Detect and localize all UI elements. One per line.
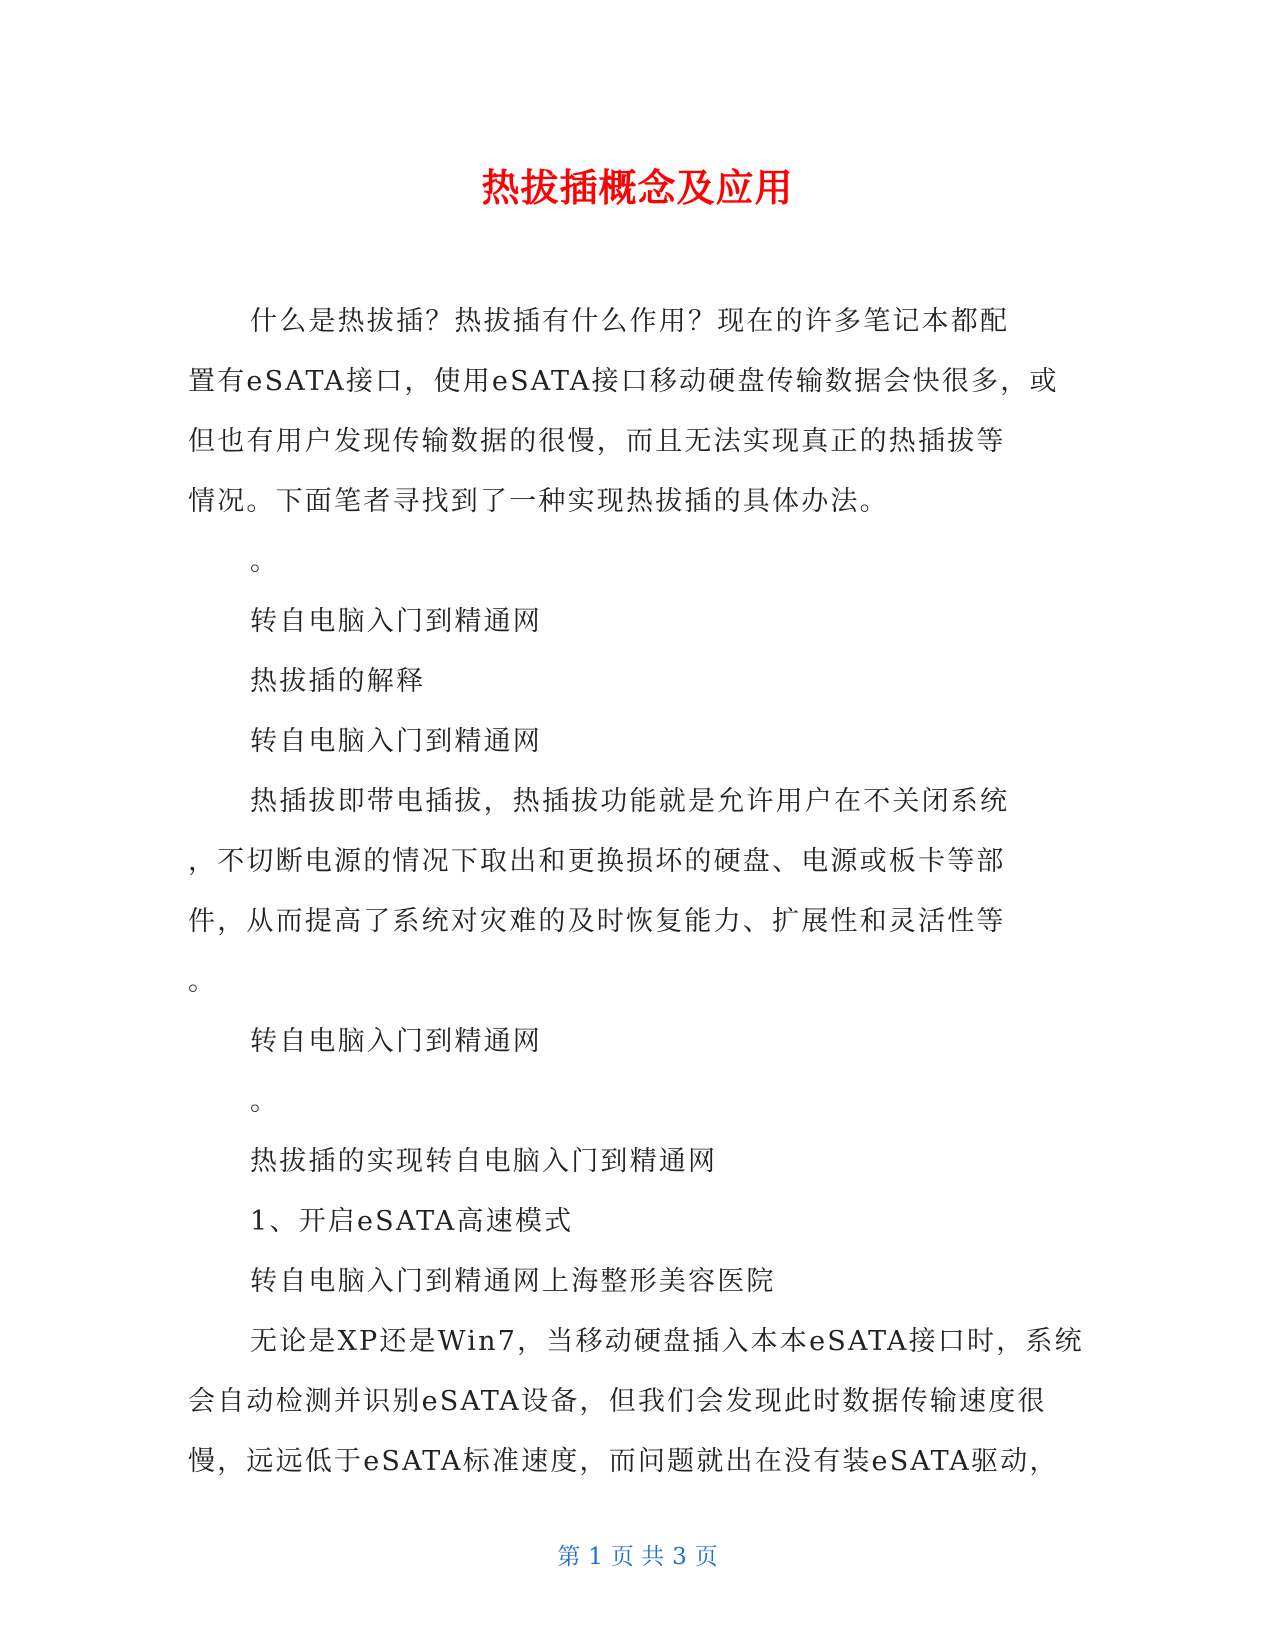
footer-prefix: 第: [557, 1544, 581, 1570]
section-heading: 1、开启eSATA高速模式: [250, 1206, 574, 1237]
paragraph-line: 。: [250, 546, 280, 577]
paragraph-line: 转自电脑入门到精通网: [250, 606, 542, 637]
paragraph-line: 转自电脑入门到精通网: [250, 1026, 542, 1057]
paragraph-line: 情况。下面笔者寻找到了一种实现热拔插的具体办法。: [188, 486, 889, 517]
paragraph-line: 但也有用户发现传输数据的很慢，而且无法实现真正的热插拔等: [188, 426, 1006, 457]
paragraph-line: 什么是热拔插？热拔插有什么作用？现在的许多笔记本都配: [250, 306, 1010, 337]
paragraph-line: 转自电脑入门到精通网上海整形美容医院: [250, 1266, 776, 1297]
paragraph-line: 件，从而提高了系统对灾难的及时恢复能力、扩展性和灵活性等: [188, 906, 1006, 937]
paragraph-line: 会自动检测并识别eSATA设备，但我们会发现此时数据传输速度很: [188, 1386, 1047, 1417]
paragraph-line: 转自电脑入门到精通网: [250, 726, 542, 757]
section-heading: 热拔插的实现转自电脑入门到精通网: [250, 1146, 718, 1177]
paragraph-line: 慢，远远低于eSATA标准速度，而问题就出在没有装eSATA驱动，: [188, 1446, 1059, 1477]
paragraph-line: 无论是XP还是Win7，当移动硬盘插入本本eSATA接口时，系统: [250, 1326, 1084, 1357]
paragraph-line: 。: [250, 1086, 280, 1117]
document-title: 热拔插概念及应用: [481, 166, 794, 210]
paragraph-line: ，不切断电源的情况下取出和更换损坏的硬盘、电源或板卡等部: [188, 846, 1006, 877]
paragraph-line: 。: [188, 966, 218, 997]
paragraph-line: 置有eSATA接口，使用eSATA接口移动硬盘传输数据会快很多，或: [188, 366, 1059, 397]
footer-mid: 页 共: [610, 1544, 665, 1570]
page-footer: [0, 1542, 1275, 1572]
document-body: [188, 292, 1084, 1492]
footer-suffix: 页: [694, 1544, 718, 1570]
page-number: 1: [588, 1544, 603, 1570]
section-heading: 热拔插的解释: [250, 666, 426, 697]
total-pages: 3: [672, 1544, 687, 1570]
paragraph-line: 热插拔即带电插拔，热插拔功能就是允许用户在不关闭系统: [250, 786, 1010, 817]
